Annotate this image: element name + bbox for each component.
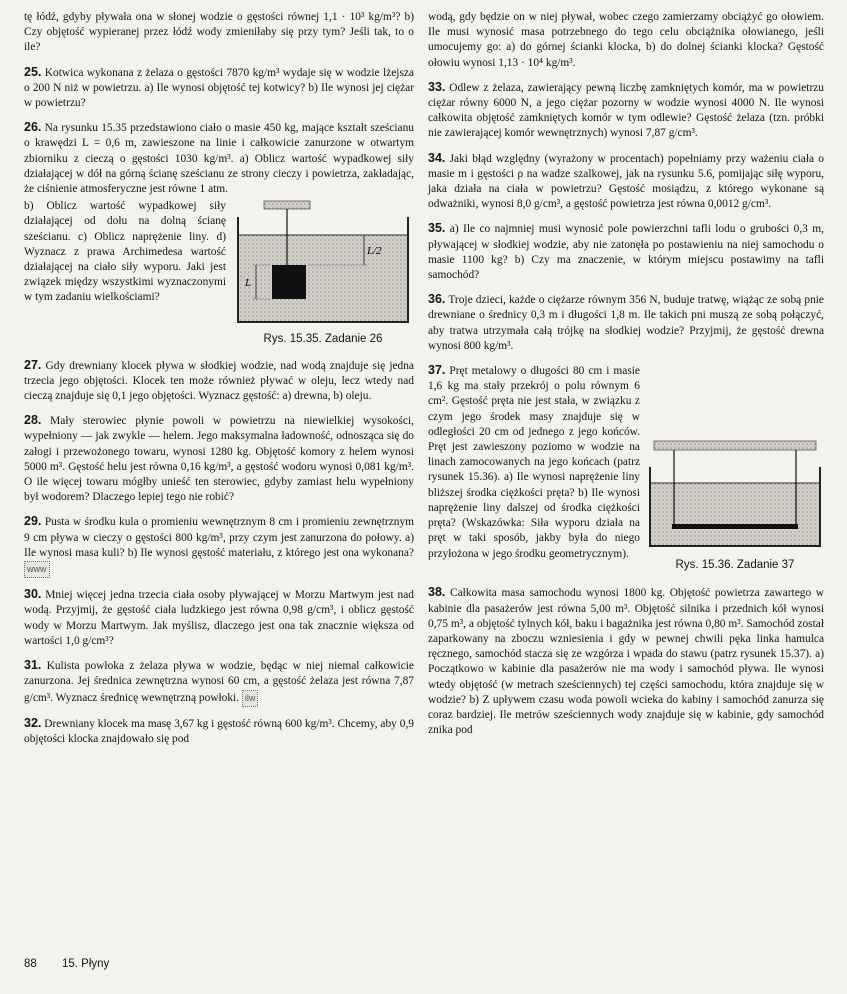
figure-caption: Rys. 15.36. Zadanie 37	[675, 559, 795, 572]
problem-number: 34.	[428, 150, 446, 165]
problem-text: Całkowita masa samochodu wynosi 1800 kg. Objętość powietrza zawartego w kabinie dla pasażerów jest równa 5,00 m³. Objętość silnika i przednich kół wynosi 0,75 m³, a objętość tylnych kół, baku i bagażnika jest równa 0,80 m³. Samochód został zaparkowany na zboczu wzniesienia i gdy w pewnej chwili pęka linka hamulca ręcznego, samochód stacza się ze wzgórza i wpada do stawu (patrz rysunek 15.37). a) Początkowo w kabinie dla pasażerów nie ma wody i samochód pływa. Ile wynosi wtedy objętość (w metrach sześciennych) tej części samochodu, która znajduje się w wodzie? b) Z upływem czasu woda powoli wcieka do kabiny i samochód zanurza się coraz bardziej. Ile metrów sześciennych wody znajduje się w kabinie, gdy samochód znika pod	[428, 587, 824, 737]
continued-problem-text: wodą, gdy będzie on w niej pływał, wobec czego zamierzamy obciążyć go ołowiem. Ile musi wynosić masa potrzebnego do tego celu obciążnika ołowianego, jeśli umocujemy go: a) do górnej ścianki klocka, b) do dolnej ścianki klocka? Gęstość ołowiu wynosi 1,13 · 10⁴ kg/m³.	[428, 11, 824, 69]
www-badge: www	[24, 561, 50, 578]
problem-text: Na rysunku 15.35 przedstawiono ciało o masie 450 kg, mające kształt sześcianu o krawędzi L = 0,6 m, zawieszone na linie i całkowicie zanurzone w otwartym zbiorniku z cieczą o gęstości 1030 kg/m³. a) Oblicz wartość wypadkowej siły działającej w dół na górną ścianę sześcianu ze strony cieczy i powietrza, zakładając, że ciśnienie atmosferyczne jest równe 1 atm.	[24, 122, 414, 196]
problem-text: Drewniany klocek ma masę 3,67 kg i gęstość równą 600 kg/m³. Chcemy, aby 0,9 objętości klocka znajdowało się pod	[24, 717, 414, 745]
problem-34	[428, 151, 824, 213]
problem-text: Odlew z żelaza, zawierający pewną liczbę zamkniętych komór, ma w powietrzu ciężar równy 6000 N, a jego ciężar pozorny w wodzie wynosi 4000 N. Ile wynosi całkowita objętość zamkniętych komór w tym odlewie? Gęstość żelaza (tzn. próbki nie zawierającej komór wewnętrznych) wynosi 7,87 g/cm³.	[428, 81, 824, 140]
problem-text: Pusta w środku kula o promieniu wewnętrznym 8 cm i promieniu zewnętrznym 9 cm pływa w cieczy o gęstości 800 kg/m³, przy czym jest zanurzona do połowy. a) Ile wynosi masa kuli? b) Ile wynosi gęstość materiału, z którego jest ona wykonana?	[24, 516, 414, 559]
problem-28	[24, 413, 414, 505]
problem-number: 31.	[24, 658, 42, 673]
problem-number: 33.	[428, 79, 446, 94]
metal-rod	[672, 524, 798, 529]
problem-number: 37.	[428, 363, 446, 378]
problem-29	[24, 514, 414, 578]
submerged-cube-diagram	[232, 199, 414, 325]
cube	[272, 265, 306, 299]
page-footer	[24, 958, 131, 970]
problem-30	[24, 587, 414, 649]
label-half-L: L/2	[367, 245, 382, 258]
problem-text: b) Oblicz wartość wypadkowej siły działającej od dołu na dolną ścianę sześcianu. c) Oblicz naprężenie liny. d) Wyznacz z prawa Archimedesa wartość działającej na ciało siły wyporu. Jaki jest związek między wszystkimi wyznaczonymi w tym zadaniu wielkościami?	[24, 200, 226, 304]
problem-number: 38.	[428, 585, 446, 600]
problem-35	[428, 221, 824, 283]
support-bar	[654, 441, 816, 450]
problem-text: Pręt metalowy o długości 80 cm i masie 1,6 kg ma stały przekrój o polu równym 6 cm². Gęstość pręta nie jest stała, w związku z czym jego środek masy znajduje się w odległości 20 cm od jednego z jego końców. Pręt jest zawieszony poziomo w wodzie na linach zamocowanych na jego końcach (patrz rysunek 15.36). a) Ile wynosi naprężenie liny bliższej środka ciężkości pręta? b) Ile wynosi naprężenie liny dalszej od środka ciężkości pręta? (Wskazówka: Siła wyporu działa na pręt w taki sposób, jakby była do niego przyłożona w jego środku geometrycznym).	[428, 365, 640, 560]
problem-31	[24, 658, 414, 707]
problem-number: 30.	[24, 587, 42, 602]
problem-number: 28.	[24, 413, 42, 428]
liquid	[239, 235, 407, 321]
problem-text: Troje dzieci, każde o ciężarze równym 356 N, buduje tratwę, wiążąc ze sobą pnie drewniane o średnicy 0,3 m i długości 1,8 m. Ile takich pni muszą ze sobą połączyć, aby tratwa utrzymała całą trójkę na słodkiej wodzie? Przyjmij, że gęstość drewna wynosi 800 kg/m³.	[428, 294, 824, 352]
chapter-title: 15. Płyny	[62, 958, 110, 970]
problem-37	[428, 363, 824, 577]
problem-number: 36.	[428, 292, 446, 307]
problem-text: a) Ile co najmniej musi wynosić pole powierzchni tafli lodu o grubości 0,3 m, pływającej w słodkiej wodzie, aby nie zatonęła po postawieniu na niej samochodu o masie 1100 kg? b) Czy ma znaczenie, w którym miejscu postawimy na tafli samochód?	[428, 223, 824, 282]
problem-number: 26.	[24, 120, 42, 135]
problem-text: Mały sterowiec płynie powoli w powietrzu na niewielkiej wysokości, wypełniony — jak zwykle — helem. Jego maksymalna ładowność, odnosząca się do załogi i przewożonego towaru, wynosi 1280 kg. Objętość komory z helem wynosi 5000 m³. Gęstość helu jest równa 0,16 kg/m³, a gęstość wodoru wynosi 0,081 kg/m³. O ile więcej towaru mógłby unieść ten sterowiec, gdyby zamiast helu wypełniony był wodorem? Dlaczego lepiej tego nie robić?	[24, 415, 414, 504]
continued-problem-text: tę łódź, gdyby pływała ona w słonej wodzie o gęstości równej 1,1 · 10³ kg/m³? b) Czy objętość wypieranej przez łódź wody zmieniłaby się przy tym? Jeśli tak, to o ile?	[24, 11, 414, 54]
problem-26-continuation	[24, 199, 414, 351]
figure-15-36	[646, 439, 824, 573]
problem-number: 25.	[24, 64, 42, 79]
water	[651, 483, 819, 545]
problem-text: Jaki błąd względny (wyrażony w procentach) popełniamy przy ważeniu ciała o masie m i gęstości ρ na wadze szalkowej, jak na rysunku 5.6, pomijając siłę wyporu, jaka działa na ciała w powietrzu? Gęstość mosiądzu, z którego wykonane są odważniki, wynosi 8,0 g/cm³, a gęstość powietrza jest równa 0,0012 g/cm³.	[428, 152, 824, 211]
label-L: L	[245, 277, 252, 290]
problem-number: 32.	[24, 715, 42, 730]
problem-number: 29.	[24, 514, 42, 529]
figure-15-35	[232, 199, 414, 347]
problem-text: Mniej więcej jedna trzecia ciała osoby pływającej w Morzu Martwym jest nad wodą. Przyjmij, że gęstość ciała ludzkiego jest równa 0,98 g/cm³, i oblicz gęstość wody w Morzu Martwym. Jak myślisz, dlaczego jest ona tak znacznie większa od wartości 1,0 g/cm³?	[24, 589, 414, 647]
problem-text: Gdy drewniany klocek pływa w słodkiej wodzie, nad wodą znajduje się jedna trzecia jego objętości. Klocek ten może również pływać w oleju, lecz wtedy nad cieczą znajduje się 0,1 jego objętości. Wyznacz gęstość: a) drewna, b) oleju.	[24, 359, 414, 403]
figure-caption: Rys. 15.35. Zadanie 26	[263, 333, 383, 346]
problem-33	[428, 80, 824, 142]
problem-32	[24, 716, 414, 747]
problem-number: 35.	[428, 221, 446, 236]
problem-text: Kotwica wykonana z żelaza o gęstości 7870 kg/m³ wydaje się w wodzie lżejsza o 200 N niż w powietrzu. a) Ile wynosi objętość tej kotwicy? b) Ile wynosi jej ciężar w powietrzu?	[24, 66, 414, 110]
problem-38	[428, 585, 824, 738]
left-column	[24, 10, 414, 756]
problem-26	[24, 120, 414, 197]
ceiling-mount	[264, 201, 310, 209]
ilw-badge: ilw	[242, 690, 259, 707]
problem-25	[24, 65, 414, 112]
problem-text: Kulista powłoka z żelaza pływa w wodzie, będąc w niej niemal całkowicie zanurzona. Jej średnica zewnętrzna wynosi 60 cm, a gęstość żelaza jest równa 7,87 g/cm³. Wyznacz średnicę wewnętrzną powłoki.	[24, 660, 414, 704]
page-number: 88	[24, 958, 37, 970]
problem-number: 27.	[24, 357, 42, 372]
suspended-rod-diagram	[646, 439, 824, 551]
problem-36	[428, 292, 824, 354]
problem-27	[24, 358, 414, 405]
right-column	[428, 10, 824, 748]
